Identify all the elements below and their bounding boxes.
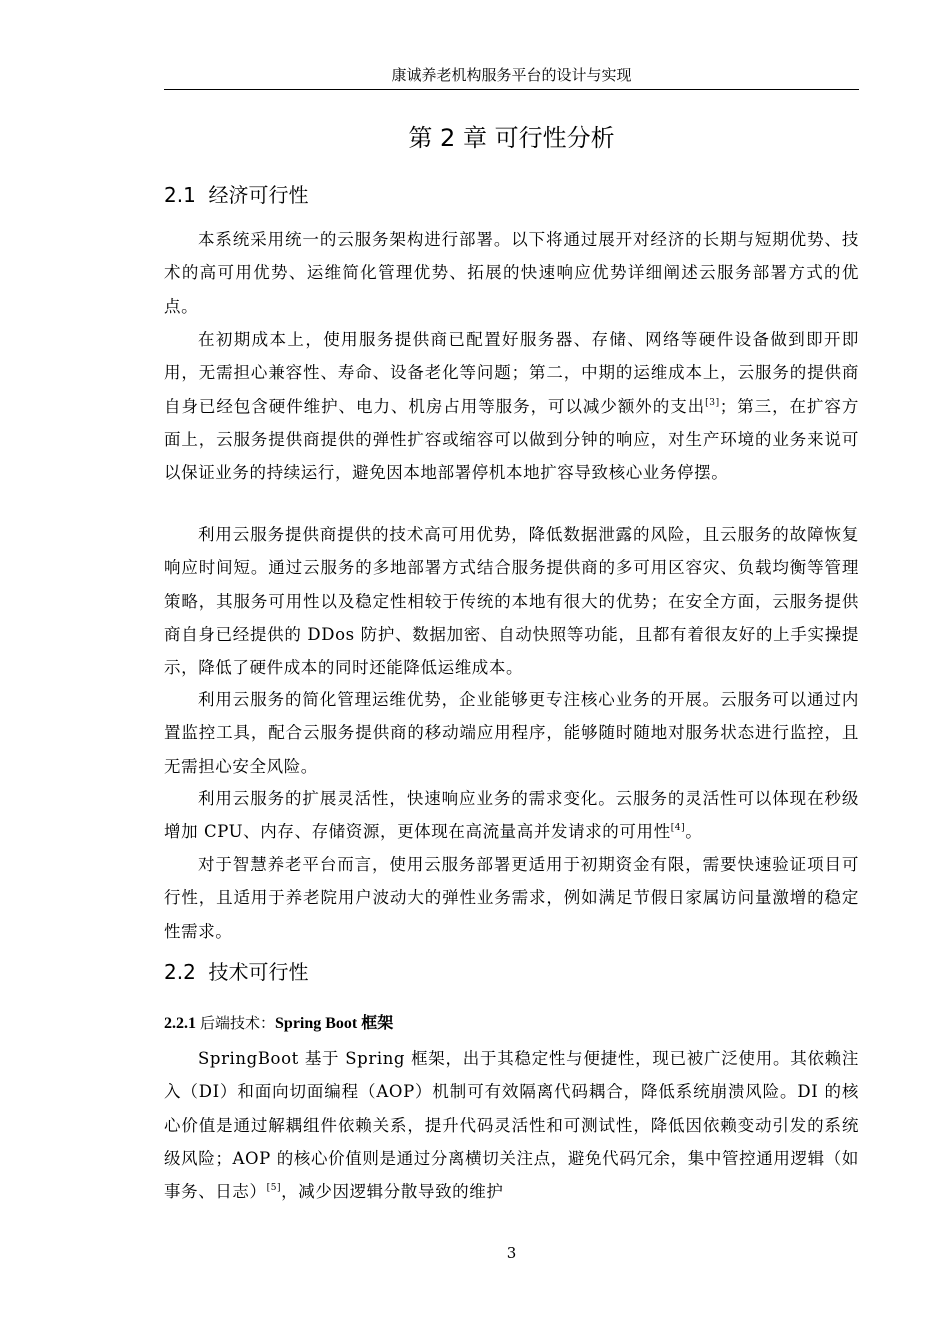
section-number: 2.1 (164, 183, 196, 207)
subsection-heading-2-2-1 (164, 1010, 393, 1037)
subsection-title: Spring Boot 框架 (275, 1015, 394, 1032)
section-heading-2-1 (164, 180, 309, 210)
section-number: 2.2 (164, 960, 196, 984)
paragraph: 本系统采用统一的云服务架构进行部署。以下将通过展开对经济的长期与短期优势、技术的高可用优势、运维简化管理优势、拓展的快速响应优势详细阐述云服务部署方式的优点。 (164, 230, 859, 316)
subsection-number: 2.2.1 (164, 1015, 196, 1032)
paragraph: 利用云服务提供商提供的技术高可用优势，降低数据泄露的风险，且云服务的故障恢复响应时间短。通过云服务的多地部署方式结合服务提供商的多可用区容灾、负载均衡等管理策略，其服务可用性以及稳定性相较于传统的本地有很大的优势；在安全方面，云服务提供商自身已经提供的 DDos 防护、数据加密、自动快照等功能，且都有着很友好的上手实操提示，降低了硬件成本的同时还能降低运维成本。 (164, 525, 859, 678)
section-title: 经济可行性 (208, 183, 309, 207)
chapter-title: 第 2 章 可行性分析 (408, 124, 615, 152)
citation: [5] (266, 1183, 282, 1194)
paragraph: 对于智慧养老平台而言，使用云服务部署更适用于初期资金有限，需要快速验证项目可行性，且适用于养老院用户波动大的弹性业务需求，例如满足节假日家属访问量激增的稳定性需求。 (164, 855, 859, 941)
paragraph: SpringBoot 基于 Spring 框架，出于其稳定性与便捷性，现已被广泛使用。其依赖注入（DI）和面向切面编程（AOP）机制可有效隔离代码耦合，降低系统崩溃风险。DI 的核心价值是通过解耦组件依赖关系，提升代码灵活性和可测试性，降低因依赖变动引发的系统级风险；AOP 的核心价值则是通过分离横切关注点，避免代码冗余，集中管控通用逻辑（如事务、日志）[5]，减少因逻辑分散导致的维护 (164, 1049, 859, 1202)
paragraph: 在初期成本上，使用服务提供商已配置好服务器、存储、网络等硬件设备做到即开即用，无需担心兼容性、寿命、设备老化等问题；第二，中期的运维成本上，云服务的提供商自身已经包含硬件维护、电力、机房占用等服务，可以减少额外的支出[3]；第三，在扩容方面上，云服务提供商提供的弹性扩容或缩容可以做到分钟的响应，对生产环境的业务来说可以保证业务的持续运行，避免因本地部署停机本地扩容导致核心业务停摆。 (164, 330, 859, 483)
paragraph: 利用云服务的扩展灵活性，快速响应业务的需求变化。云服务的灵活性可以体现在秒级增加 CPU、内存、存储资源，更体现在高流量高并发请求的可用性[4]。 (164, 789, 859, 842)
header-rule (164, 89, 859, 90)
paragraph: 利用云服务的简化管理运维优势，企业能够更专注核心业务的开展。云服务可以通过内置监控工具，配合云服务提供商的移动端应用程序，能够随时随地对服务状态进行监控，且无需担心安全风险。 (164, 690, 859, 776)
citation: [3] (705, 397, 720, 408)
section-heading-2-2 (164, 957, 309, 987)
section-title: 技术可行性 (208, 960, 309, 984)
citation: [4] (670, 823, 686, 834)
page-number: 3 (506, 1244, 517, 1262)
subsection-prefix: 后端技术： (200, 1014, 276, 1032)
running-header: 康诚养老机构服务平台的设计与实现 (391, 66, 632, 84)
